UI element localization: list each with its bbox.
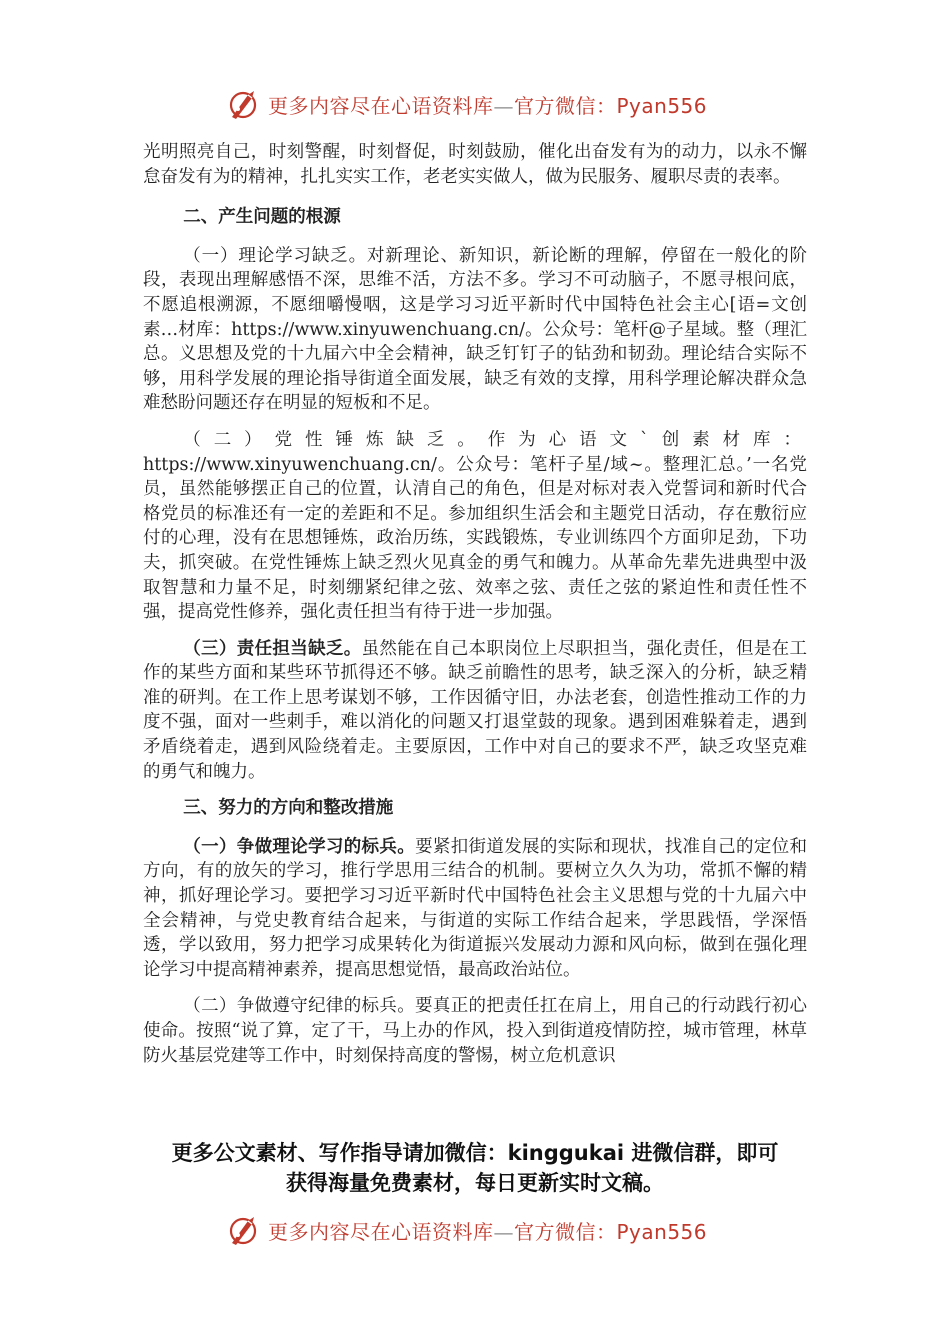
paragraph-theory-lack: （一）理论学习缺乏。对新理论、新知识，新论断的理解，停留在一般化的阶段，表现出理解感悟不深，思维不活，方法不多。学习不可动脑子，不愿寻根问底，不愿追根溯源，不愿细嚼慢咽，这是学习习近平新时代中国特色社会主心[语=文创素…材库：https://www.xinyuwenchuang.cn/。公众号：笔杆@子星域。整（理汇总。义思想及党的十九届六中全会精神，缺乏钉钉子的钻劲和韧劲。理论结合实际不够，用科学发展的理论指导街道全面发展，缺乏有效的支撑，用科学理论解决群众急难愁盼问题还存在明显的短板和不足。	[143, 245, 807, 414]
paragraph-responsibility	[143, 637, 807, 785]
promo-line-2: 获得海量免费素材，每日更新实时文稿。	[286, 1171, 664, 1195]
paragraph-theory-model	[143, 835, 807, 983]
paragraph-theory-model-rest: 要紧扣街道发展的实际和现状，找准自己的定位和方向，有的放矢的学习，推行学思用三结合的机制。要树立久久为功，常抓不懈的精神，抓好理论学习。要把学习习近平新时代中国特色社会主义思想与党的十九届六中全会精神，与党史教育结合起来，与街道的实际工作结合起来，学思践悟，学深悟透，学以致用，努力把学习成果转化为街道振兴发展动力源和风向标，做到在强化理论学习中提高精神素养，提高思想觉悟，最高政治站位。	[143, 836, 808, 980]
footer-banner-separator: —	[493, 1220, 514, 1244]
section-heading-2: 二、产生问题的根源	[183, 207, 341, 228]
paragraph-party-spirit	[143, 428, 807, 625]
footer-banner-text: 更多内容尽在心语资料库	[268, 1220, 494, 1244]
document-body	[143, 140, 807, 1080]
paragraph-party-spirit-rest: https://www.xinyuwenchuang.cn/。公众号：笔杆子星/域~。整理汇总。’一名党员，虽然能够摆正自己的位置，认清自己的角色，但是对标对表入党誓词和新时代合格党员的标准还有一定的差距和不足。参加组织生活会和主题党日活动，存在敷衍应付的心理，没有在思想锤炼，政治历练，实践锻炼，专业训练四个方面卯足劲，下功夫，抓突破。在党性锤炼上缺乏烈火见真金的勇气和魄力。从革命先辈先进典型中汲取智慧和力量不足，时刻绷紧纪律之弦、效率之弦、责任之弦的紧迫性和责任性不强，提高党性修养，强化责任担当有待于进一步加强。	[143, 454, 807, 623]
paragraph-intro: 光明照亮自己，时刻警醒，时刻督促，时刻鼓励，催化出奋发有为的动力，以永不懈怠奋发有为的精神，扎扎实实工作，老老实实做人，做为民服务、履职尽责的表率。	[143, 142, 807, 187]
promo-line-1: 更多公文素材、写作指导请加微信：kinggukai 进微信群，即可	[171, 1141, 779, 1165]
header-banner	[0, 84, 950, 124]
footer-banner	[0, 1210, 950, 1250]
pen-nib-logo-icon	[228, 87, 264, 121]
section-heading-3: 三、努力的方向和整改措施	[183, 798, 394, 819]
paragraph-discipline-model: （二）争做遵守纪律的标兵。要真正的把责任扛在肩上，用自己的行动践行初心使命。按照“说了算，定了干，马上办的作风，投入到街道疫情防控，城市管理，林草防火基层党建等工作中，时刻保持高度的警惕，树立危机意识	[143, 996, 807, 1066]
pen-nib-logo-icon	[228, 1213, 264, 1247]
paragraph-theory-model-title: （一）争做理论学习的标兵。	[183, 836, 416, 857]
banner-wechat: 官方微信：Pyan556	[514, 94, 708, 118]
promo-block	[0, 1138, 950, 1198]
paragraph-party-spirit-head: （二）党性锤炼缺乏。作为心语文`创素材库：	[183, 429, 807, 450]
footer-banner-wechat: 官方微信：Pyan556	[514, 1220, 708, 1244]
banner-text: 更多内容尽在心语资料库	[268, 94, 494, 118]
paragraph-responsibility-title: （三）责任担当缺乏。	[183, 638, 362, 659]
banner-separator: —	[493, 94, 514, 118]
paragraph-responsibility-rest: 虽然能在自己本职岗位上尽职担当，强化责任，但是在工作的某些方面和某些环节抓得还不够。缺乏前瞻性的思考，缺乏深入的分析，缺乏精准的研判。在工作上思考谋划不够，工作因循守旧，办法老套，创造性推动工作的力度不强，面对一些刺手，难以消化的问题又打退堂鼓的现象。遇到困难躲着走，遇到矛盾绕着走，遇到风险绕着走。主要原因，工作中对自己的要求不严，缺乏攻坚克难的勇气和魄力。	[143, 638, 808, 782]
